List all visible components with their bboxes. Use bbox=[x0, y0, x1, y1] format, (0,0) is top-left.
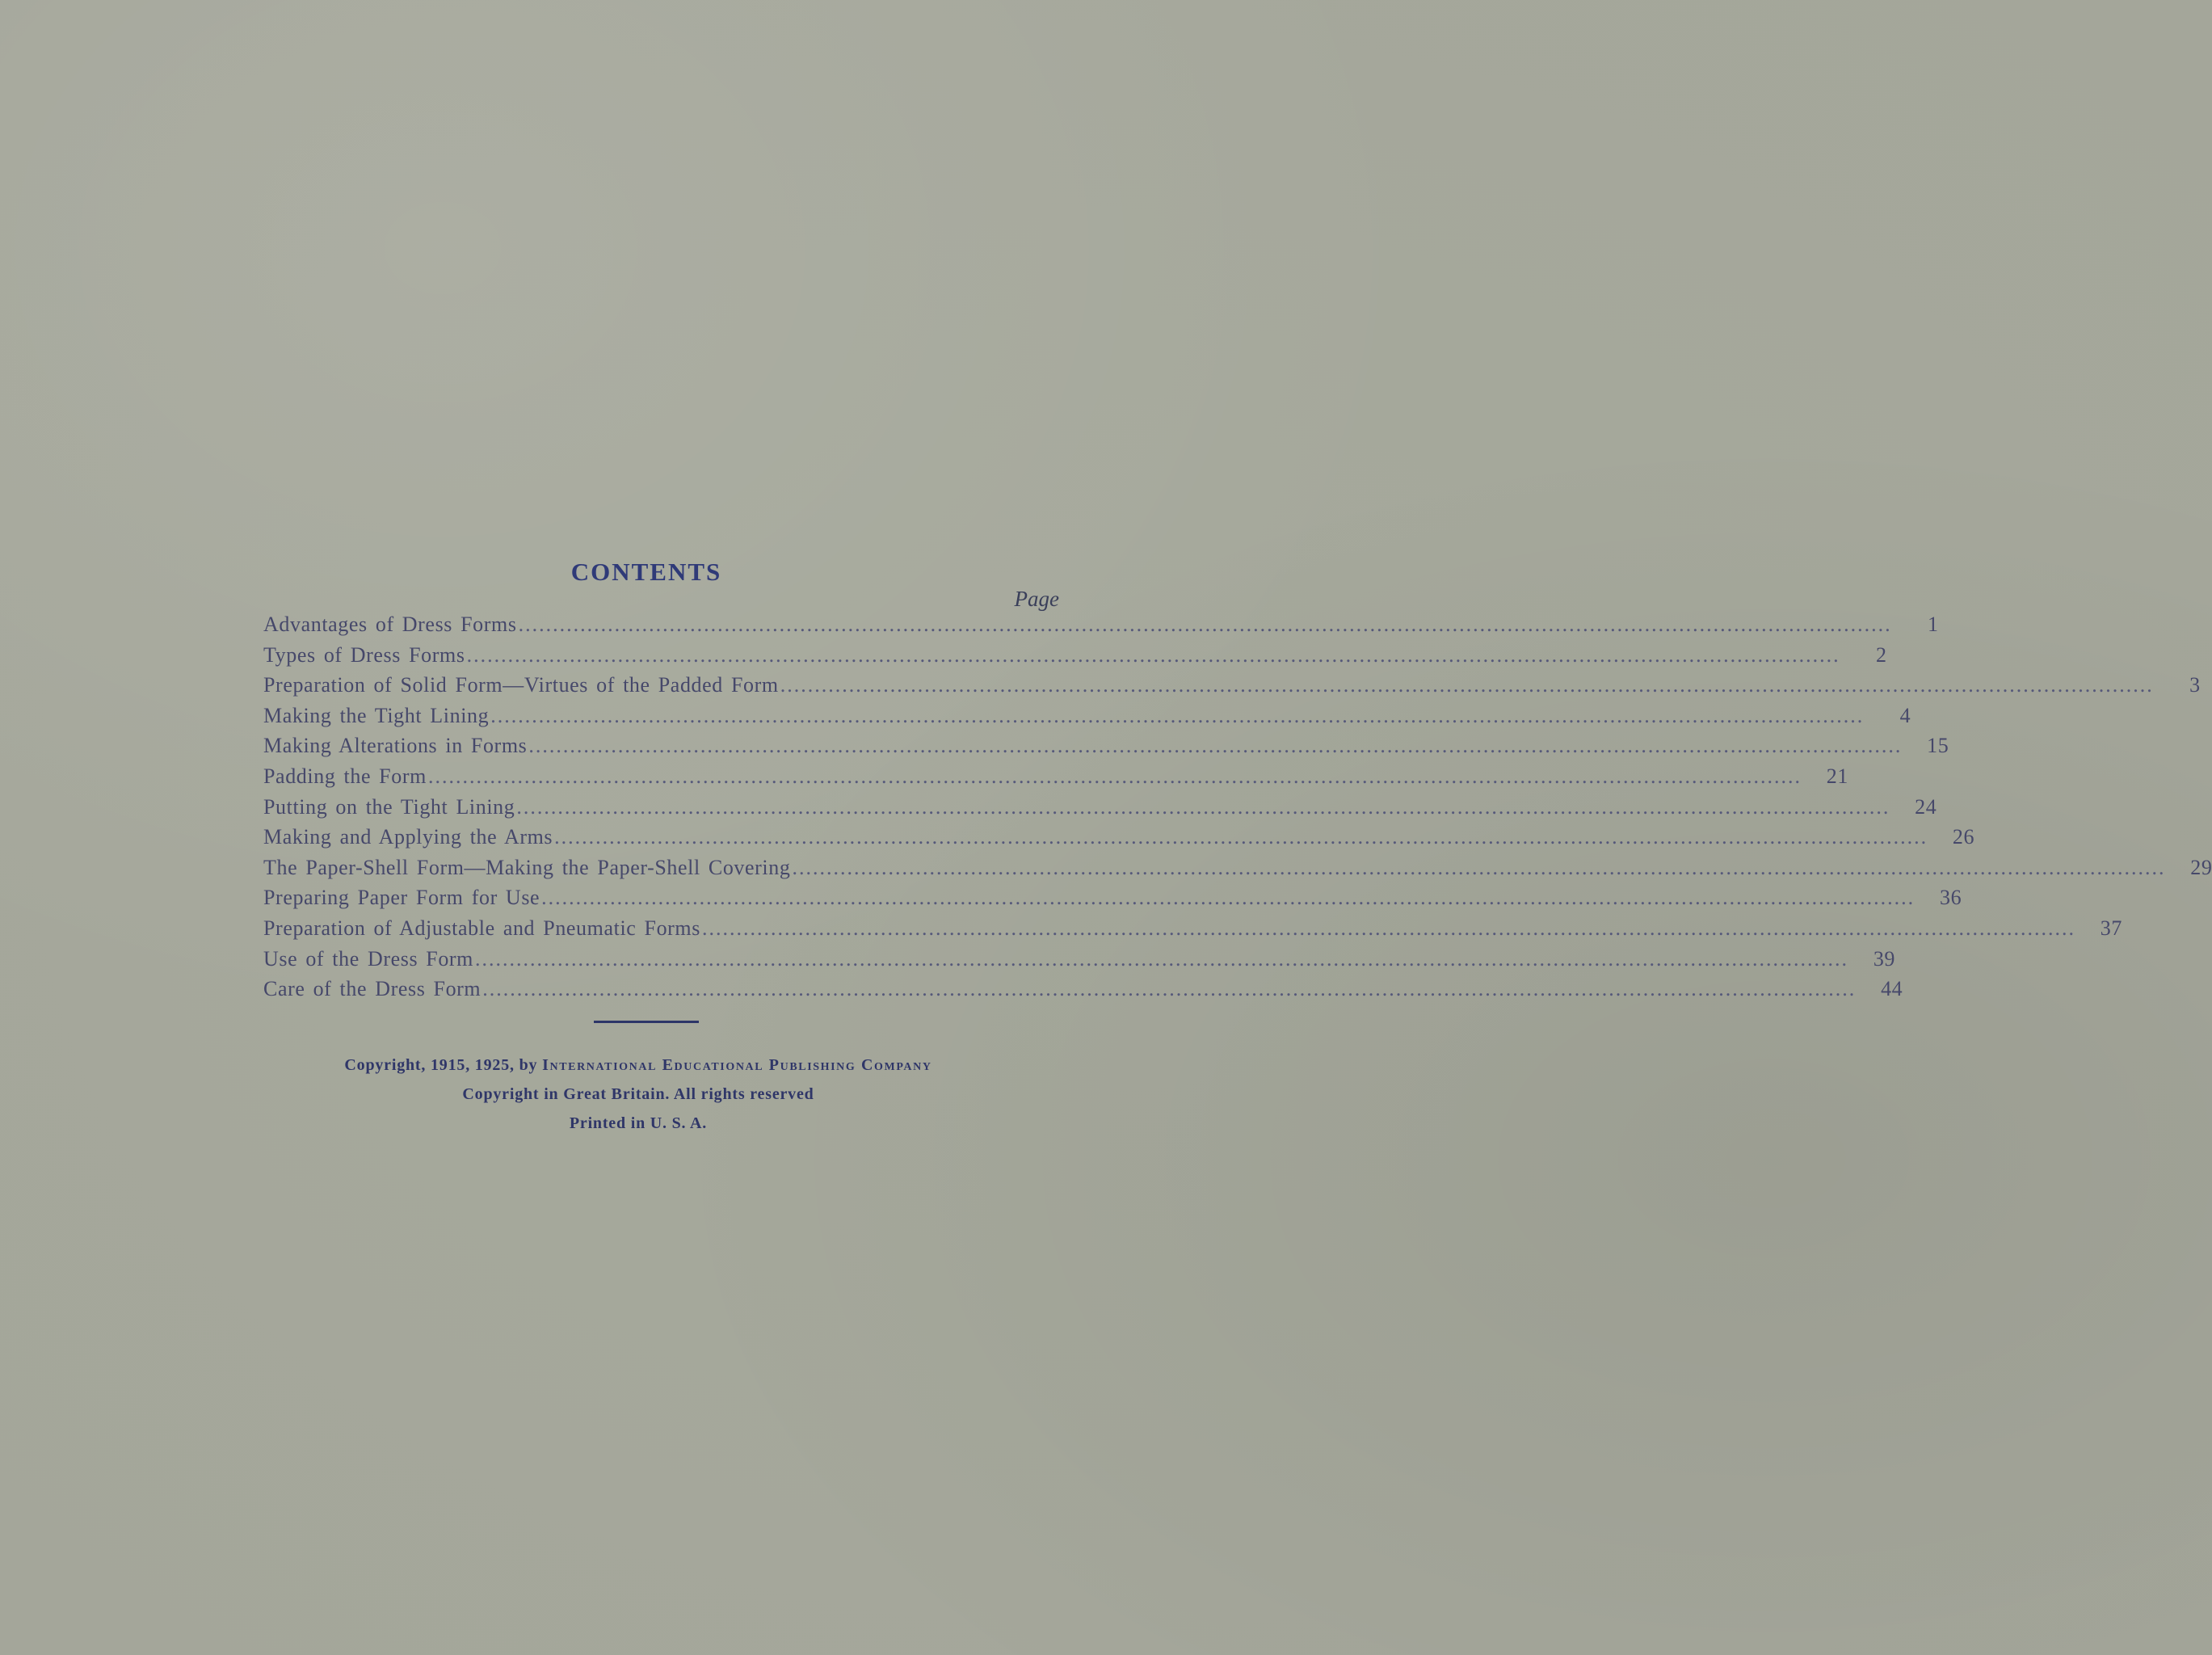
leader-dots: ........................................................................................................................................................................................................ bbox=[701, 916, 2075, 940]
toc-entry-title: Care of the Dress Form bbox=[263, 977, 482, 1001]
toc-entry bbox=[263, 977, 1903, 1008]
leader-dots: ........................................................................................................................................................................................................ bbox=[528, 734, 1903, 758]
toc-entry-page: 1 bbox=[1927, 613, 1939, 636]
toc-entry-page: 2 bbox=[1875, 642, 1887, 667]
toc-entry bbox=[263, 673, 2201, 704]
leader-dots: ........................................................................................................................................................................................................ bbox=[466, 642, 1840, 667]
toc-entry-title: Types of Dress Forms bbox=[263, 642, 465, 667]
contents-heading: CONTENTS bbox=[570, 558, 722, 586]
toc-entry-title: Use of the Dress Form bbox=[263, 946, 474, 971]
toc-entry-page: 24 bbox=[1915, 794, 1937, 819]
separator-rule bbox=[594, 1021, 699, 1023]
leader-dots: ........................................................................................................................................................................................................ bbox=[516, 794, 1890, 819]
toc-entry-title: The Paper-Shell Form—Making the Paper-Shell Covering bbox=[263, 855, 791, 879]
copyright-years: Copyright, 1915, 1925, by bbox=[344, 1056, 538, 1074]
leader-dots: ........................................................................................................................................................................................................ bbox=[554, 825, 1928, 849]
leader-dots: ........................................................................................................................................................................................................ bbox=[518, 613, 1892, 636]
toc-entry-page: 15 bbox=[1927, 734, 1949, 758]
toc-entry bbox=[263, 613, 1939, 643]
toc-entry-title: Making and Applying the Arms bbox=[263, 825, 553, 849]
toc-entry-title: Putting on the Tight Lining bbox=[263, 794, 515, 819]
toc-entry-page: 37 bbox=[2100, 916, 2122, 940]
toc-entry-title: Preparation of Solid Form—Virtues of the Padded Form bbox=[263, 673, 779, 697]
toc-entry bbox=[263, 946, 1896, 978]
toc-entry bbox=[263, 886, 1962, 916]
toc-entry-page: 44 bbox=[1881, 977, 1903, 1001]
leader-dots: ........................................................................................................................................................................................................ bbox=[475, 946, 1849, 971]
leader-dots: ........................................................................................................................................................................................................ bbox=[792, 855, 2166, 879]
toc-entry bbox=[263, 794, 1937, 826]
toc-entry-title: Preparation of Adjustable and Pneumatic Forms bbox=[263, 916, 700, 940]
toc-entry bbox=[263, 642, 1887, 674]
toc-entry bbox=[263, 764, 1848, 795]
toc-entry bbox=[263, 825, 1975, 856]
toc-entry-title: Making the Tight Lining bbox=[263, 703, 490, 727]
toc-entry bbox=[263, 734, 1949, 764]
toc-entry-page: 29 bbox=[2190, 855, 2212, 879]
copyright-line-1 bbox=[226, 1051, 1050, 1080]
toc-entry bbox=[263, 916, 2122, 947]
toc-entry-page: 3 bbox=[2189, 673, 2201, 697]
page-column-label: Page bbox=[1014, 587, 1059, 611]
copyright-notice bbox=[226, 1051, 1050, 1138]
toc-entry-page: 36 bbox=[1939, 886, 1962, 910]
leader-dots: ........................................................................................................................................................................................................ bbox=[541, 886, 1916, 910]
leader-dots: ........................................................................................................................................................................................................ bbox=[490, 703, 1865, 727]
toc-list bbox=[263, 613, 2212, 1008]
leader-dots: ........................................................................................................................................................................................................ bbox=[427, 764, 1802, 788]
toc-entry-title: Padding the Form bbox=[263, 764, 427, 788]
copyright-line-2: Copyright in Great Britain. All rights reserved bbox=[462, 1085, 814, 1103]
toc-entry-page: 26 bbox=[1952, 825, 1975, 849]
toc-entry-page: 39 bbox=[1873, 946, 1896, 971]
toc-entry-title: Preparing Paper Form for Use bbox=[263, 886, 540, 910]
toc-entry bbox=[263, 703, 1911, 735]
leader-dots: ........................................................................................................................................................................................................ bbox=[482, 977, 1857, 1001]
toc-entry-page: 4 bbox=[1899, 703, 1911, 727]
publisher-name: International Educational Publishing Company bbox=[542, 1056, 932, 1074]
printed-in-line: Printed in U. S. A. bbox=[569, 1114, 708, 1132]
toc-entry-title: Making Alterations in Forms bbox=[263, 734, 528, 758]
toc-entry bbox=[263, 855, 2212, 886]
leader-dots: ........................................................................................................................................................................................................ bbox=[780, 673, 2154, 697]
toc-entry-page: 21 bbox=[1826, 764, 1848, 788]
toc-entry-title: Advantages of Dress Forms bbox=[263, 613, 517, 636]
